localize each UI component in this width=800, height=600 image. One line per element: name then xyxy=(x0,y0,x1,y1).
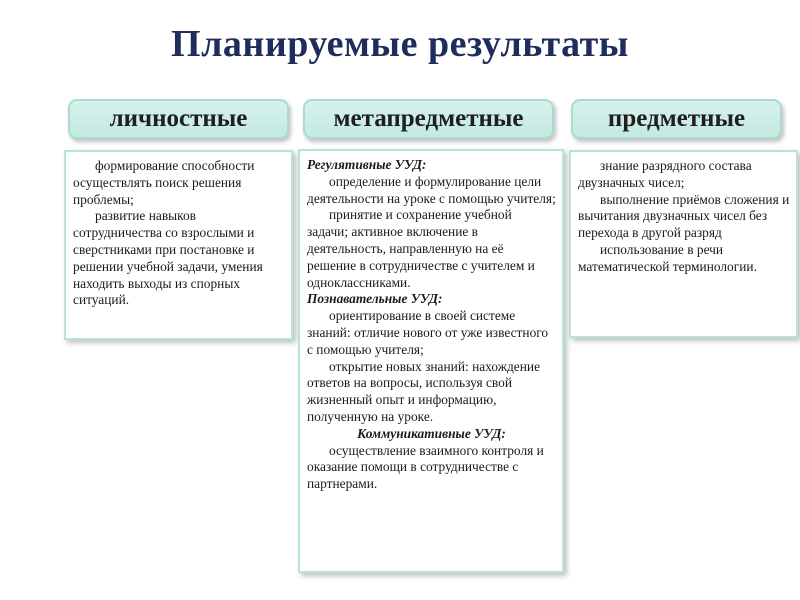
list-item xyxy=(307,359,556,426)
item-text: открытие новых знаний: нахождение ответов на вопросы, используя свой жизненный опыт и информацию, полученную на уроке. xyxy=(307,358,541,424)
cognitive-heading: Познавательные УУД: xyxy=(307,291,443,307)
item-text: осуществление взаимного контроля и оказание помощи в сотрудничестве с партнерами. xyxy=(307,442,544,492)
tab-subject xyxy=(571,99,782,139)
item-text: выполнение приёмов сложения и вычитания двузначных чисел без перехода в другой разряд xyxy=(578,191,790,241)
regulatory-heading: Регулятивные УУД: xyxy=(307,157,427,172)
list-item xyxy=(307,207,556,291)
item-text: развитие навыков сотрудничества со взрослыми и сверстниками при постановке и решении учебной задачи, умения находить выходы из спорных ситуаций. xyxy=(73,208,263,308)
tab-subject-label: предметные xyxy=(607,105,746,132)
list-item xyxy=(578,192,790,242)
list-item xyxy=(578,158,790,192)
item-text: определение и формулирование цели деятельности на уроке с помощью учителя; xyxy=(307,173,556,206)
list-item xyxy=(307,174,556,208)
page-title: Планируемые результаты xyxy=(171,23,629,65)
tab-meta-label: метапредметные xyxy=(333,105,524,132)
list-item xyxy=(73,208,285,309)
item-text: использование в речи математической терминологии. xyxy=(578,241,757,274)
item-text: принятие и сохранение учебной задачи; активное включение в деятельность, направленную на её решение в сотрудничестве с учителем и одноклассниками. xyxy=(307,207,535,290)
item-text: формирование способности осуществлять поиск решения проблемы; xyxy=(73,158,255,207)
meta-results-box xyxy=(298,149,564,573)
tab-personal xyxy=(68,99,289,139)
personal-results-box xyxy=(64,150,293,340)
communicative-heading: Коммуникативные УУД: xyxy=(357,425,506,441)
tab-personal-label: личностные xyxy=(109,105,248,132)
list-item xyxy=(307,443,556,493)
item-text: ориентирование в своей системе знаний: отличие нового от уже известного с помощью учителя; xyxy=(307,308,549,357)
list-item xyxy=(73,158,285,208)
subject-results-box xyxy=(569,150,798,338)
tab-meta xyxy=(303,99,554,139)
item-text: знание разрядного состава двузначных чисел; xyxy=(578,158,752,190)
list-item xyxy=(578,242,790,276)
list-item xyxy=(307,308,556,358)
